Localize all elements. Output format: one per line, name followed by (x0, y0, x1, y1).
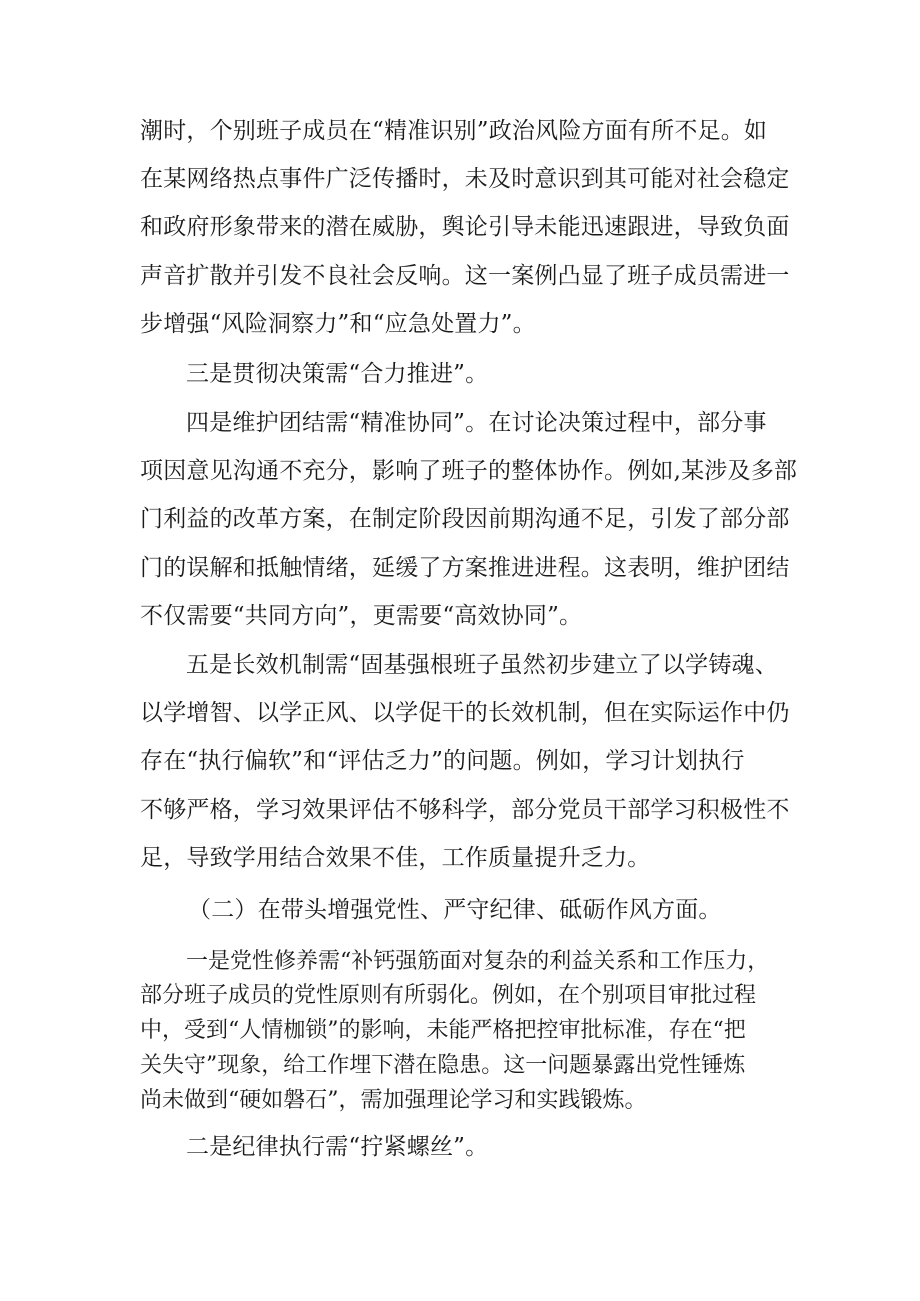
text-line: 步增强“风险洞察力”和“应急处置力”。 (140, 311, 536, 337)
text-line: 门的误解和抵触情绪，延缓了方案推进进程。这表明，维护团结 (140, 555, 790, 581)
text-line: 中，受到“人情枷锁”的影响，未能严格把控审批标准，存在“把 (140, 1018, 746, 1043)
text-line: 四是维护团结需“精准协同”。在讨论决策过程中，部分事 (186, 410, 767, 436)
paragraph-heading: 二是纪律执行需“拧紧螺丝”。 (186, 1134, 489, 1160)
text-line: 足，导致学用结合效果不佳，工作质量提升乏力。 (140, 845, 651, 871)
section-heading: （二）在带头增强党性、严守纪律、砥砺作风方面。 (188, 897, 722, 923)
text-line: 和政府形象带来的潜在威胁，舆论引导未能迅速跟进，导致负面 (140, 214, 790, 240)
text-line: 尚未做到“硬如磐石”，需加强理论学习和实践锻炼。 (140, 1088, 647, 1113)
text-line: 以学增智、以学正风、以学促干的长效机制，但在实际运作中仍 (140, 700, 790, 726)
text-line: 关失守”现象，给工作埋下潜在隐患。这一问题暴露出党性锤炼 (140, 1053, 746, 1078)
text-line: 潮时，个别班子成员在“精准识别”政治风险方面有所不足。如 (140, 118, 768, 144)
text-line: 声音扩散并引发不良社会反响。这一案例凸显了班子成员需进一 (140, 263, 790, 289)
text-line: 在某网络热点事件广泛传播时，未及时意识到其可能对社会稳定 (140, 166, 790, 192)
text-line: 不仅需要“共同方向”，更需要“高效协同”。 (140, 603, 583, 629)
text-line: 不够严格，学习效果评估不够科学，部分党员干部学习积极性不 (140, 797, 790, 823)
paragraph-heading: 三是贯彻决策需“合力推进”。 (186, 361, 489, 387)
text-line: 部分班子成员的党性原则有所弱化。例如，在个别项目审批过程 (140, 983, 757, 1008)
text-line: 五是长效机制需“固基强根班子虽然初步建立了以学铸魂、 (186, 652, 778, 678)
text-line: 一是党性修养需“补钙强筋面对复杂的利益关系和工作压力， (186, 949, 770, 974)
text-line: 存在“执行偏软”和“评估乏力”的问题。例如，学习计划执行 (140, 748, 745, 774)
text-line: 门利益的改革方案，在制定阶段因前期沟通不足，引发了部分部 (140, 506, 790, 532)
text-line: 项因意见沟通不充分，影响了班子的整体协作。例如,某涉及多部 (140, 458, 798, 484)
